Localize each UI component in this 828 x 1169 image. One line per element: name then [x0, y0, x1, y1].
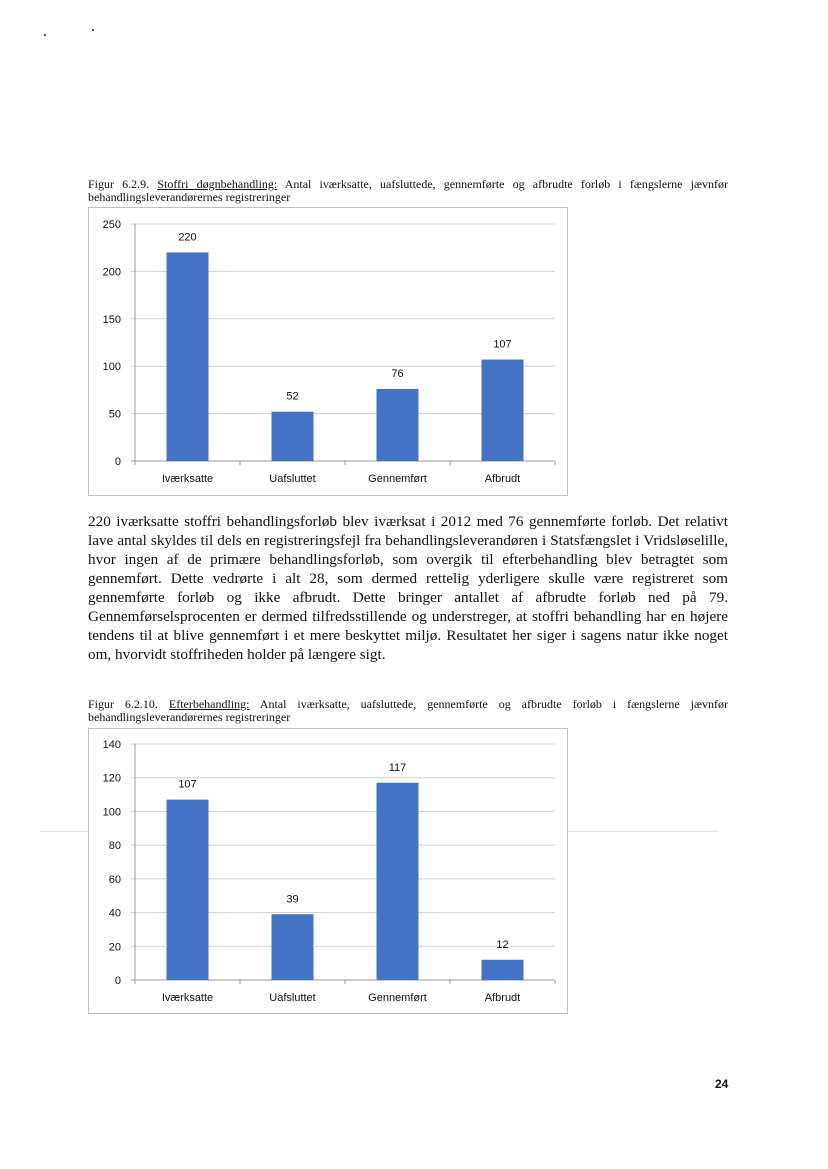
figure-2-label: Figur 6.2.10.: [88, 697, 158, 711]
bar: [272, 914, 314, 980]
figure-1-caption: [88, 178, 728, 204]
data-label: 107: [178, 778, 197, 791]
figure-1-caption-text: Antal iværksatte, uafsluttede, gennemførte og afbrudte forløb i fængslerne jævnfør behandlingsleverandørernes registreringer: [88, 177, 728, 204]
data-label: 12: [496, 938, 509, 951]
y-tick-label: 150: [102, 313, 121, 326]
y-tick-label: 120: [102, 772, 121, 785]
scan-line: [40, 831, 88, 832]
y-tick-label: 0: [114, 456, 121, 468]
bar: [167, 800, 209, 980]
chart-2-container: [88, 728, 568, 1014]
x-tick-label: Iværksatte: [161, 473, 214, 485]
data-label: 52: [286, 390, 299, 403]
y-tick-label: 100: [102, 806, 121, 819]
chart-2: [89, 729, 567, 1013]
y-tick-label: 100: [102, 361, 121, 374]
data-label: 39: [286, 893, 299, 906]
y-tick-label: 40: [108, 907, 121, 920]
y-tick-label: 60: [108, 873, 121, 886]
bar: [272, 412, 314, 461]
x-tick-label: Iværksatte: [161, 992, 214, 1004]
data-label: 76: [391, 367, 404, 380]
data-label: 107: [493, 338, 512, 351]
x-tick-label: Uafsluttet: [269, 992, 316, 1004]
bar: [377, 389, 419, 461]
y-tick-label: 0: [114, 975, 121, 987]
y-tick-label: 140: [102, 739, 121, 751]
x-tick-label: Gennemført: [368, 992, 427, 1004]
y-tick-label: 250: [102, 219, 121, 231]
figure-2-caption: [88, 698, 728, 724]
bar: [482, 360, 524, 461]
bar: [482, 960, 524, 980]
scan-speck: [92, 29, 94, 31]
x-tick-label: Afbrudt: [484, 992, 521, 1004]
figure-1-title: Stoffri døgnbehandling:: [157, 177, 278, 191]
scan-speck: [44, 34, 46, 36]
y-tick-label: 20: [108, 941, 121, 954]
body-paragraph: 220 iværksatte stoffri behandlingsforløb blev iværksat i 2012 med 76 gennemførte forløb. Det relativt lave antal skyldes til dels en registreringsfejl fra behandlingsleverandøren i Statsfængslet i Vridsløselille, hvor ingen af de primære behandlingsforløb, som overgik til efterbehandling blev betragtet som gennemført. Dette vedrørte i alt 28, som dermed rettelig yderligere skulle være registreret som gennemførte forløb og ikke afbrudt. Dette bringer antallet af afbrudte forløb ned på 79. Gennemførselsprocenten er dermed tilfredsstillende og understreger, at stoffri behandling har en højere tendens til at blive gennemført i et mere beskyttet miljø. Resultatet her siger i sagens natur ikke noget om, hvorvidt stoffriheden holder på længere sigt.: [88, 513, 728, 663]
page-number: 24: [715, 1077, 729, 1091]
y-tick-label: 80: [108, 840, 121, 853]
chart-1-container: [88, 207, 568, 496]
x-tick-label: Uafsluttet: [269, 473, 316, 485]
bar: [167, 252, 209, 461]
figure-2-title: Efterbehandling:: [168, 697, 250, 711]
y-tick-label: 50: [108, 408, 121, 421]
data-label: 117: [388, 761, 407, 774]
data-label: 220: [178, 231, 197, 244]
y-tick-label: 200: [102, 266, 121, 279]
chart-1: [89, 208, 567, 495]
bar: [377, 783, 419, 980]
figure-2-caption-text: Antal iværksatte, uafsluttede, gennemførte og afbrudte forløb i fængslerne jævnfør behandlingsleverandørernes registreringer: [88, 697, 729, 724]
x-tick-label: Afbrudt: [484, 473, 521, 485]
scan-line: [568, 831, 718, 832]
figure-1-label: Figur 6.2.9.: [88, 177, 150, 191]
x-tick-label: Gennemført: [368, 473, 427, 485]
